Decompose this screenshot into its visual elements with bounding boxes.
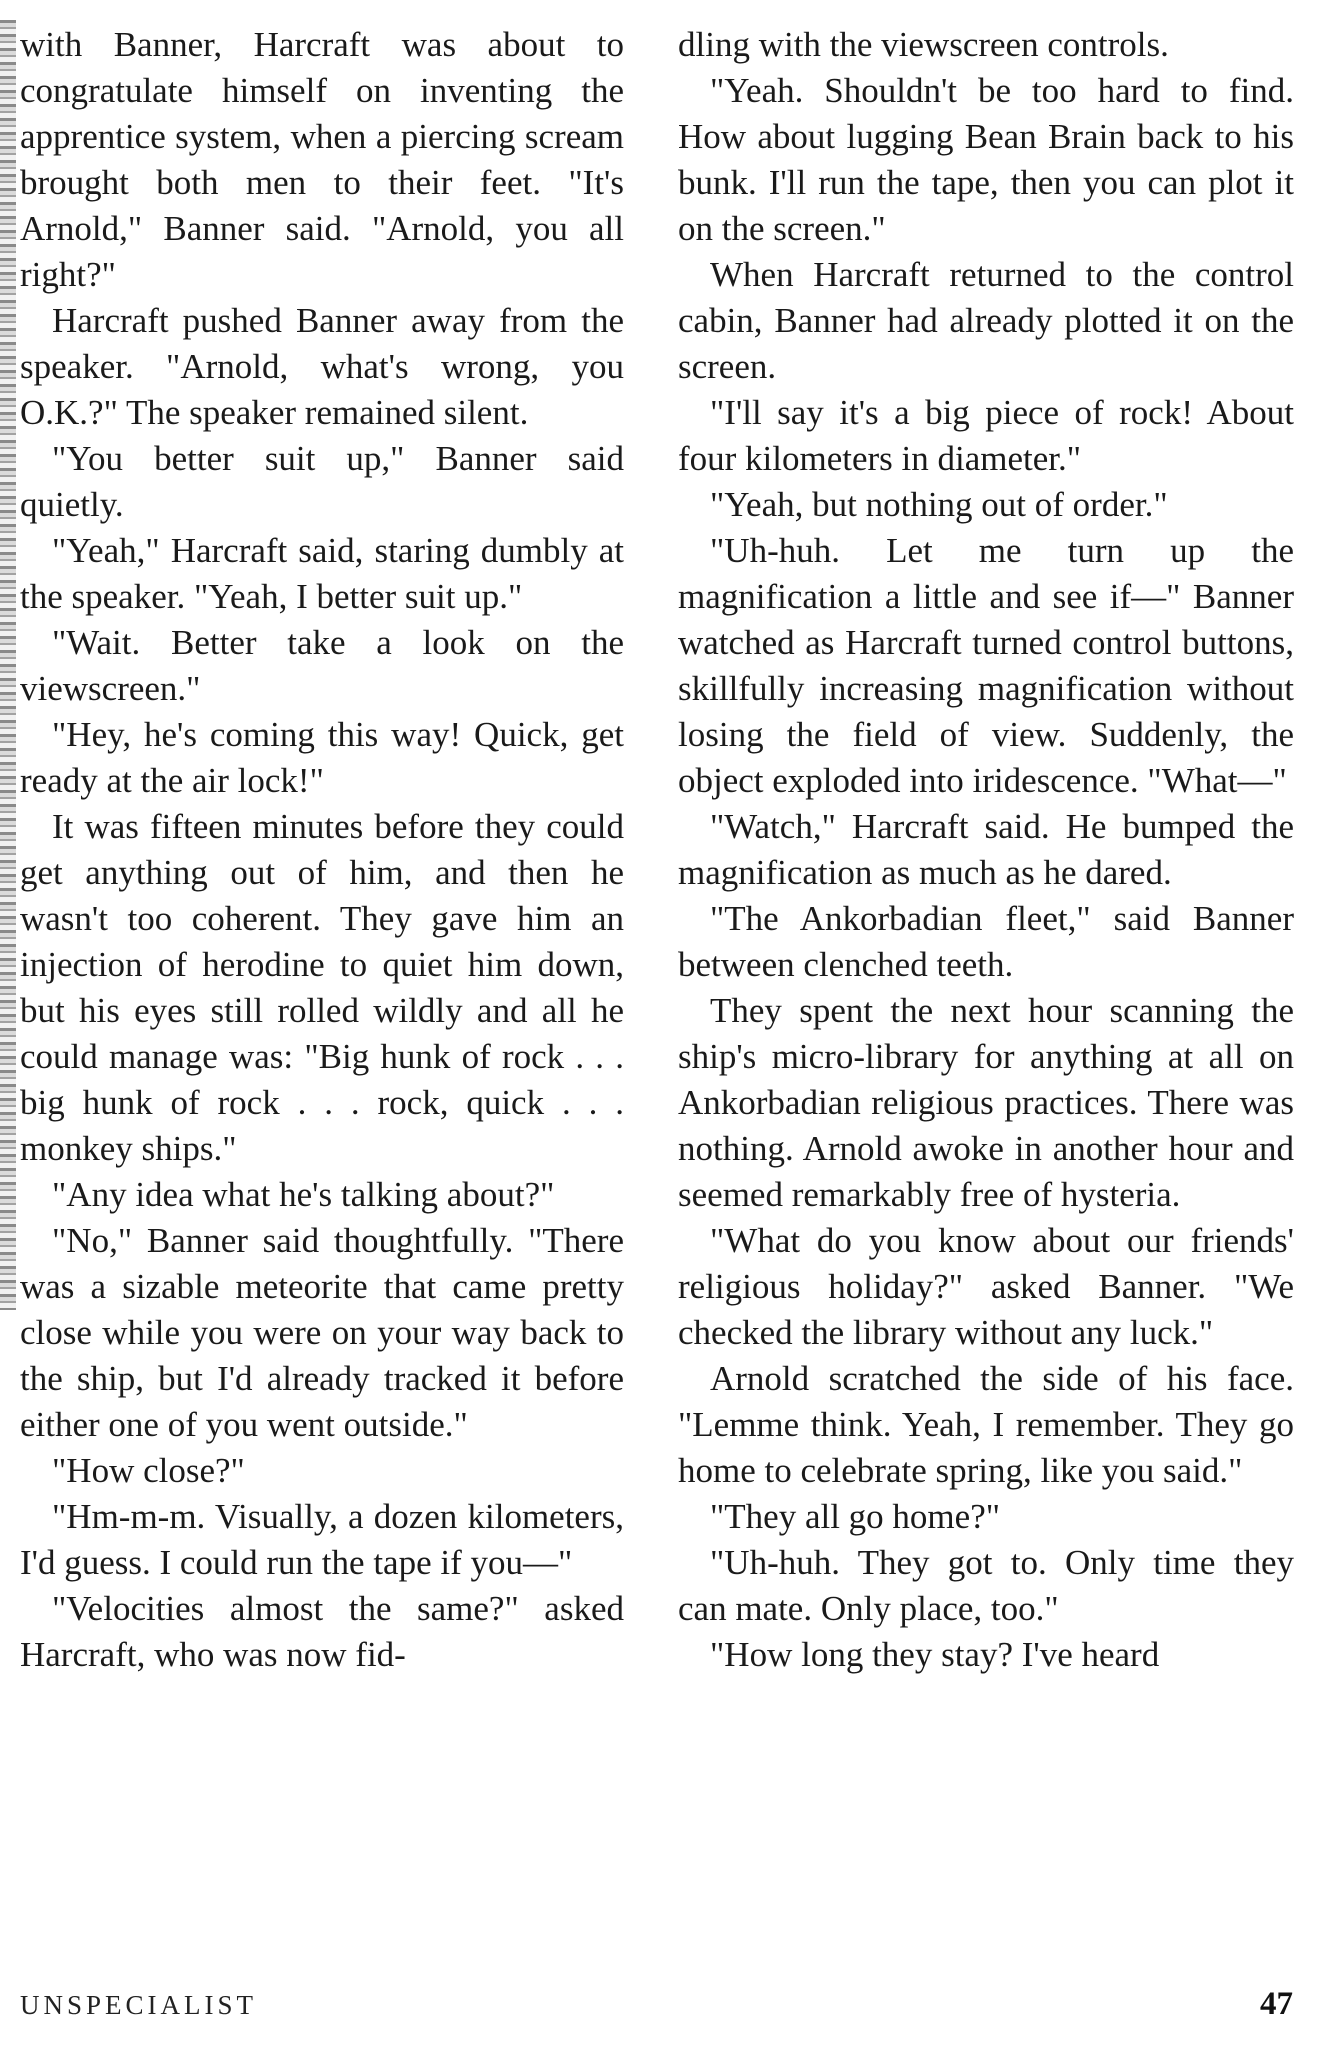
paragraph: "Velocities almost the same?" asked Harcraft, who was now fid-: [20, 1589, 624, 1674]
paragraph: "No," Banner said thoughtfully. "There was a sizable meteorite that came pretty close while you were on your way back to the ship, but I'd already tracked it before either one of you went outside.": [20, 1221, 624, 1444]
paragraph: They spent the next hour scanning the ship's micro-library for anything at all on Ankorbadian religious practices. There was nothing. Arnold awoke in another hour and seemed remarkably free of hysteria.: [678, 991, 1294, 1214]
paragraph: "They all go home?": [710, 1497, 1001, 1536]
paragraph: It was fifteen minutes before they could get anything out of him, and then he wasn't too coherent. They gave him an injection of herodine to quiet him down, but his eyes still rolled wildly and all he could manage was: "Big hunk of rock . . . big hunk of rock . . . rock, quick . . . monkey ships.": [20, 807, 624, 1168]
paragraph: "Watch," Harcraft said. He bumped the magnification as much as he dared.: [678, 807, 1294, 892]
paragraph: "Hey, he's coming this way! Quick, get ready at the air lock!": [20, 715, 624, 800]
paragraph: "The Ankorbadian fleet," said Banner between clenched teeth.: [678, 899, 1294, 984]
paragraph: "What do you know about our friends' religious holiday?" asked Banner. "We checked the library without any luck.": [678, 1221, 1294, 1352]
paragraph: "Yeah, but nothing out of order.": [710, 485, 1168, 524]
paragraph: "Yeah," Harcraft said, staring dumbly at the speaker. "Yeah, I better suit up.": [20, 531, 624, 616]
paragraph: "Any idea what he's talking about?": [52, 1175, 555, 1214]
page-footer: [20, 1986, 1293, 2030]
binding-edge-shadow: [0, 20, 16, 1310]
running-head: UNSPECIALIST: [20, 1990, 258, 2020]
left-text-column: [20, 22, 624, 1678]
right-text-column: [678, 22, 1294, 1678]
paragraph: Harcraft pushed Banner away from the speaker. "Arnold, what's wrong, you O.K.?" The speaker remained silent.: [20, 301, 624, 432]
page-number: 47: [1260, 1986, 1293, 2022]
paragraph: "Hm-m-m. Visually, a dozen kilometers, I'd guess. I could run the tape if you—": [20, 1497, 624, 1582]
paragraph: dling with the viewscreen controls.: [678, 25, 1169, 64]
paragraph: "Wait. Better take a look on the viewscreen.": [20, 623, 624, 708]
paragraph: "How long they stay? I've heard: [710, 1635, 1160, 1674]
paragraph: "Yeah. Shouldn't be too hard to find. How about lugging Bean Brain back to his bunk. I'll run the tape, then you can plot it on the screen.": [678, 71, 1294, 248]
paragraph: Arnold scratched the side of his face. "Lemme think. Yeah, I remember. They go home to celebrate spring, like you said.": [678, 1359, 1294, 1490]
paragraph: "You better suit up," Banner said quietly.: [20, 439, 624, 524]
paragraph: "Uh-huh. They got to. Only time they can mate. Only place, too.": [678, 1543, 1294, 1628]
paragraph: "Uh-huh. Let me turn up the magnification a little and see if—" Banner watched as Harcraft turned control buttons, skillfully increasing magnification without losing the field of view. Suddenly, the object exploded into iridescence. "What—": [678, 531, 1294, 800]
paragraph: "I'll say it's a big piece of rock! About four kilometers in diameter.": [678, 393, 1294, 478]
paragraph: When Harcraft returned to the control cabin, Banner had already plotted it on the screen.: [678, 255, 1294, 386]
paragraph: with Banner, Harcraft was about to congratulate himself on inventing the apprentice system, when a piercing scream brought both men to their feet. "It's Arnold," Banner said. "Arnold, you all right?": [20, 25, 624, 294]
paragraph: "How close?": [52, 1451, 245, 1490]
